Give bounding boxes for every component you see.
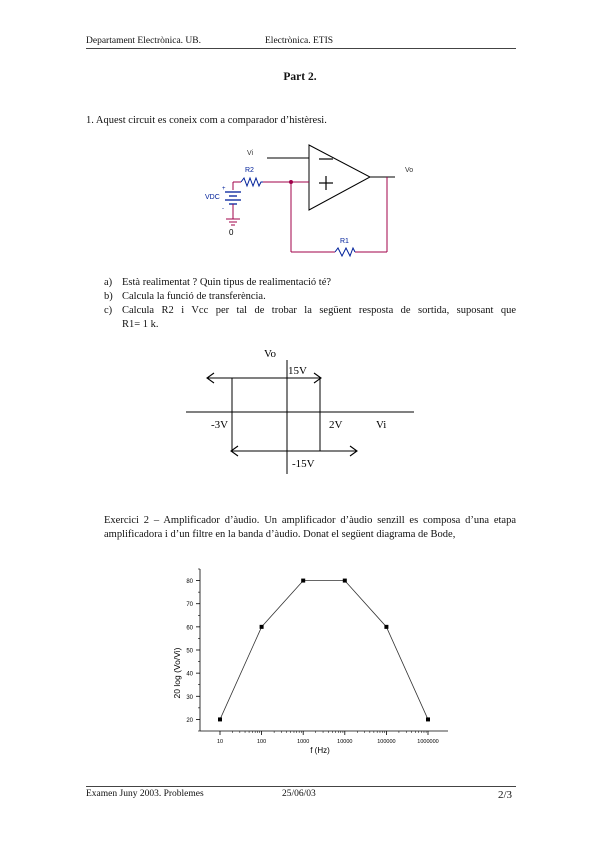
part-title: Part 2. [283,71,317,83]
low-threshold-label: -3V [211,419,229,431]
bode-y-axis-label: 20 log (Vo/Vi) [172,647,182,699]
bode-y-tick-label: 20 [186,717,193,724]
bode-x-tick-label: 100 [257,739,267,745]
hysteresis-diagram [180,340,420,475]
bode-y-tick-label: 60 [186,625,193,632]
bode-x-tick-label: 10 [216,739,224,745]
bode-y-tick-label: 30 [186,694,193,701]
vdc-minus-sign: - [222,206,224,212]
ground-label: 0 [229,228,234,237]
bode-x-axis-label: f (Hz) [310,746,330,755]
hysteresis-comparator-circuit [195,135,425,260]
vi-label: Vi [247,150,254,157]
bode-y-tick-label: 70 [186,602,193,609]
question-a-marker: a) [104,277,113,288]
bode-data-point [426,717,430,721]
bode-x-tick-label: 1000 [297,739,310,745]
bode-x-tick-label: 100000 [377,739,396,745]
op-amp-symbol [309,145,370,210]
vo-axis-label: Vo [264,348,277,360]
bode-plot [160,563,460,763]
bode-data-point [218,717,222,721]
question-c-continuation: R1= 1 k. [122,319,159,330]
bode-data-point [343,579,347,583]
header-rule [86,48,516,49]
bode-data-point [384,625,388,629]
question-a-text: Està realimentat ? Quin tipus de realimentació té? [122,277,332,288]
question-c-text: Calcula R2 i Vcc per tal de trobar la següent resposta de sortida, suposant que [122,305,516,316]
footer-page-number: 2/3 [498,789,513,801]
bode-data-point [301,579,305,583]
footer-rule [86,786,516,787]
vdc-plus-sign: + [222,186,226,192]
question-c-marker: c) [104,305,113,316]
bode-y-tick-label: 80 [186,579,193,586]
r1-resistor [335,248,355,256]
footer-left: Examen Juny 2003. Problemes [86,789,204,799]
r1-label: R1 [340,238,349,245]
bode-y-tick-label: 40 [186,671,193,678]
high-threshold-label: 2V [329,419,343,431]
vi-axis-label: Vi [376,419,387,431]
r2-resistor [241,178,263,186]
bode-y-tick-label: 50 [186,648,193,655]
exercise1-intro: 1. Aquest circuit es coneix com a comparador d’histèresi. [86,115,327,126]
question-b-text: Calcula la funció de transferència. [122,291,266,302]
question-b-marker: b) [104,291,113,302]
bode-x-tick-label: 1000000 [417,739,439,745]
header-center: Electrònica. ETIS [265,36,334,46]
header-left: Departament Electrònica. UB. [86,36,202,46]
neg-sat-label: -15V [292,458,315,470]
vo-label: Vo [405,167,414,174]
pos-sat-label: 15V [288,365,307,377]
footer-date: 25/06/03 [282,789,316,799]
exercise2-text: Exercici 2 – Amplificador d’àudio. Un amplificador d’àudio senzill es composa d’una etapa amplificadora i d’un filtre en la banda d’àudio. Donat el següent diagrama de Bode, [104,515,516,540]
vdc-label: VDC [205,194,220,201]
r2-label: R2 [245,167,254,174]
bode-x-tick-label: 10000 [337,739,353,745]
bode-series-line [220,581,428,720]
bode-data-point [260,625,264,629]
